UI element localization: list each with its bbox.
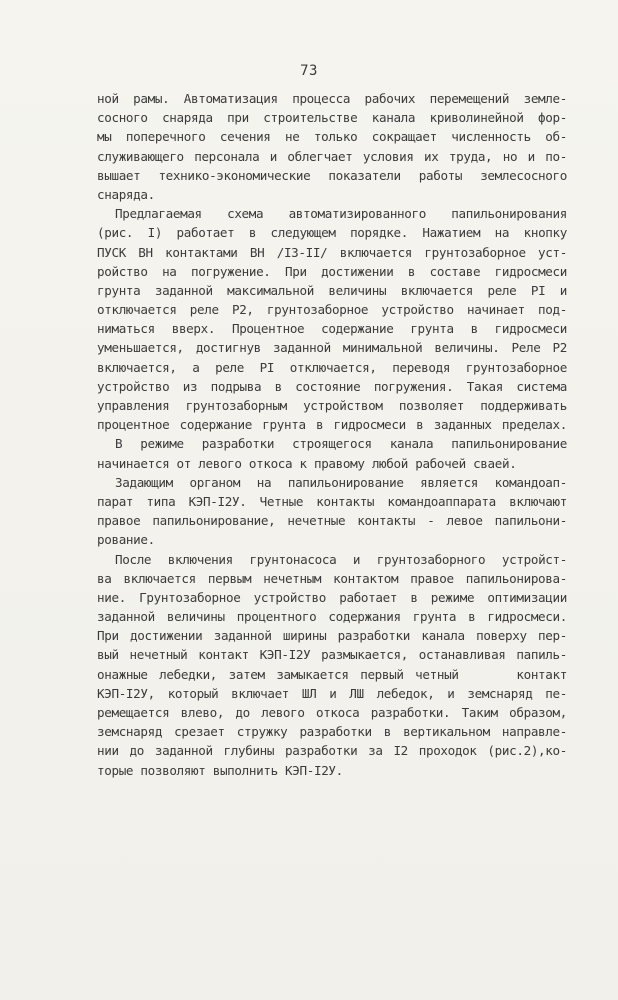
text-line: ва включается первым нечетным контактом правое папильонирова- xyxy=(97,570,567,586)
text-line: парат типа КЭП-I2У. Четные контакты командоаппарата включают xyxy=(97,493,567,509)
text-line: вый нечетный контакт КЭП-I2У размыкается, останавливая папиль- xyxy=(97,647,567,663)
text-line: ремещается влево, до левого откоса разработки. Таким образом, xyxy=(97,705,567,720)
text-line: служивающего персонала и облегчает условия их труда, но и по- xyxy=(97,148,567,164)
text-line: уменьшается, достигнув заданной минимальной величины. Реле Р2 xyxy=(97,340,567,356)
text-line: грунта заданной максимальной величины включается реле PI и xyxy=(97,282,567,298)
text-line: ниматься вверх. Процентное содержание грунта в гидросмеси xyxy=(97,321,567,337)
text-line: Предлагаемая схема автоматизированного папильонирования xyxy=(115,206,567,222)
text-line: торые позволяют выполнить КЭП-I2У. xyxy=(97,762,343,778)
text-line: В режиме разработки строящегося канала папильонирование xyxy=(115,436,567,452)
text-line: заданной величины процентного содержания грунта в гидросмеси. xyxy=(97,609,567,625)
text-line: начинается от левого откоса к правому любой рабочей сваей. xyxy=(97,455,517,471)
text-line: ПУСК ВН контактами ВН /I3-II/ включается грунтозаборное уст- xyxy=(97,244,567,260)
text-line: При достижении заданной ширины разработки канала поверху пер- xyxy=(97,628,567,644)
text-line: мы поперечного сечения не только сокращает численность об- xyxy=(97,129,567,145)
text-line: управления грунтозаборным устройством позволяет поддерживать xyxy=(97,398,567,413)
text-line: рование. xyxy=(97,532,155,548)
text-line: включается, а реле PI отключается, переводя грунтозаборное xyxy=(97,359,567,375)
text-line: устройство из подрыва в состояние погружения. Такая система xyxy=(97,378,567,394)
body-text xyxy=(97,89,567,780)
text-line: ние. Грунтозаборное устройство работает в режиме оптимизации xyxy=(97,589,567,605)
text-line: отключается реле Р2, грунтозаборное устройство начинает под- xyxy=(97,302,567,318)
text-line: ройство на погружение. При достижении в составе гидросмеси xyxy=(97,263,567,279)
page-number: 73 xyxy=(300,63,318,79)
text-line: снаряда. xyxy=(97,186,155,202)
text-line: (рис. I) работает в следующем порядке. Нажатием на кнопку xyxy=(97,225,567,241)
text-line: процентное содержание грунта в гидросмеси в заданных пределах. xyxy=(97,417,567,433)
text-line: вышает технико-экономические показатели работы землесосного xyxy=(97,167,567,183)
text-line: ной рамы. Автоматизация процесса рабочих перемещений земле- xyxy=(97,91,567,106)
text-line: Задающим органом на папильонирование является командоап- xyxy=(115,474,567,490)
text-line: нии до заданной глубины разработки за I2 проходок (рис.2),ко- xyxy=(97,743,567,759)
text-line: КЭП-I2У, который включает ШЛ и ЛШ лебедок, и земснаряд пе- xyxy=(97,685,567,701)
text-line: правое папильонирование, нечетные контакты - левое папильони- xyxy=(97,513,567,529)
text-line: земснаряд срезает стружку разработки в вертикальном направле- xyxy=(97,724,567,740)
text-line: онажные лебедки, затем замыкается первый четный контакт xyxy=(97,666,567,682)
text-line: После включения грунтонасоса и грунтозаборного устройст- xyxy=(115,551,567,567)
text-line: сосного снаряда при строительстве канала криволинейной фор- xyxy=(97,110,567,126)
